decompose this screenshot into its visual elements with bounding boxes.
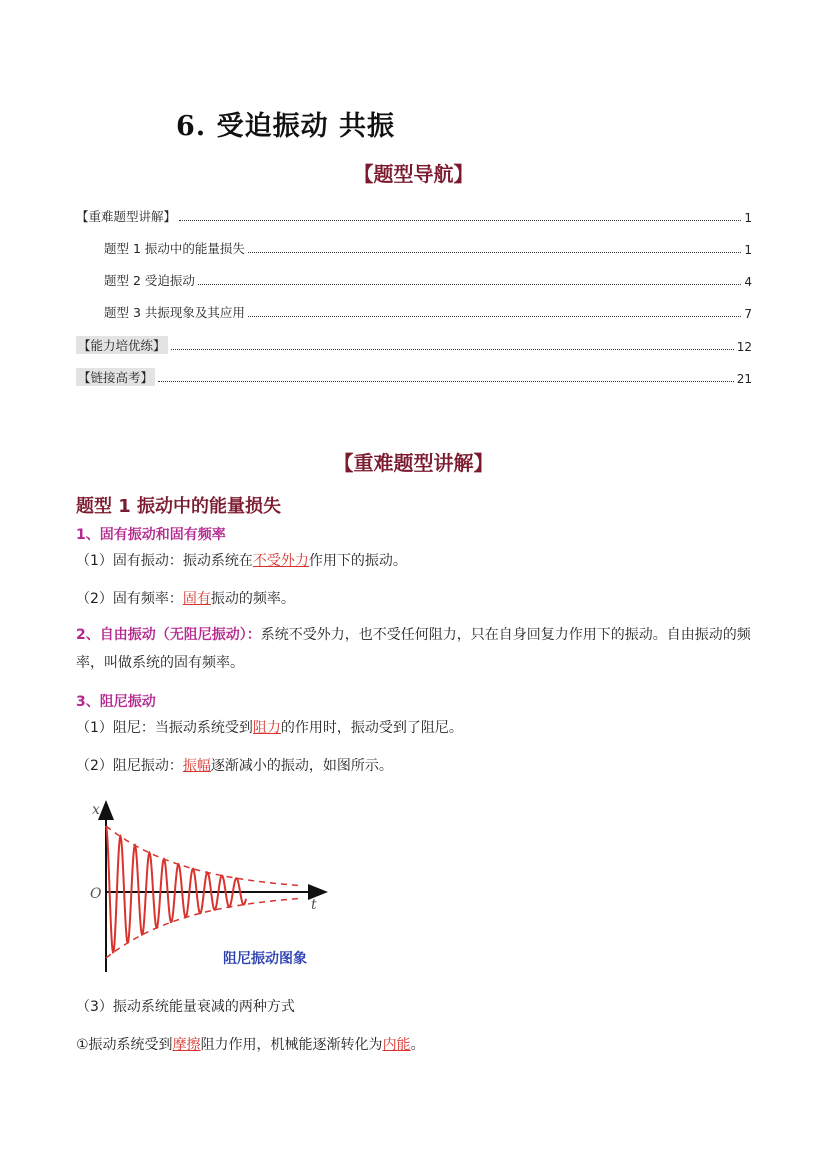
text: ①振动系统受到	[76, 1037, 173, 1053]
toc-label: 【重难题型讲解】	[76, 209, 177, 224]
nav-heading: 【题型导航】	[353, 162, 474, 186]
topic-heading: 题型 1 振动中的能量损失	[76, 496, 282, 517]
damped-vibration-figure	[80, 796, 340, 980]
toc-page: 1	[744, 211, 752, 225]
section-heading: 【重难题型讲解】	[333, 451, 494, 475]
toc-label: 【链接高考】	[78, 370, 154, 385]
upper-envelope	[106, 826, 302, 886]
toc-label: 题型 3 共振现象及其应用	[104, 305, 245, 320]
toc-row[interactable]	[76, 366, 752, 386]
t-axis-label: t	[311, 897, 317, 913]
text: （1）阻尼：当振动系统受到	[76, 720, 253, 736]
text: 的作用时，振动受到了阻尼。	[280, 720, 463, 736]
paragraph-damping	[76, 714, 752, 742]
text: 振动的频率。	[210, 591, 295, 607]
text: （1）固有振动：振动系统在	[76, 553, 253, 569]
key-term: 固有	[182, 591, 211, 607]
paragraph-natural-vibration	[76, 547, 752, 575]
key-term: 阻力	[252, 720, 281, 736]
toc-leader	[198, 284, 741, 285]
page-title: 6. 受迫振动 共振	[176, 111, 395, 142]
key-term: 内能	[382, 1037, 411, 1053]
text: 系统不受外力，也不受任何阻力，只在自身回复力作用下的振动。自由振动的频率，叫做系统的固有频率。	[76, 627, 751, 671]
subheading-natural-vibration: 1、固有振动和固有频率	[76, 527, 226, 543]
toc-label: 题型 1 振动中的能量损失	[104, 241, 245, 256]
toc-label: 【能力培优练】	[78, 338, 166, 353]
toc-row[interactable]	[76, 205, 752, 225]
toc-row[interactable]	[76, 334, 752, 354]
text: 作用下的振动。	[308, 553, 407, 569]
text: 逐渐减小的振动，如图所示。	[210, 758, 393, 774]
paragraph-energy-decay: （3）振动系统能量衰减的两种方式	[76, 999, 295, 1015]
key-term: 振幅	[182, 758, 211, 774]
toc-page: 7	[744, 307, 752, 321]
figure-caption: 阻尼振动图象	[223, 950, 307, 966]
toc-row[interactable]	[104, 269, 752, 289]
text: 。	[410, 1037, 425, 1053]
paragraph-natural-frequency	[76, 585, 752, 613]
damped-vibration-graph	[80, 796, 340, 976]
toc-page: 4	[744, 275, 752, 289]
paragraph-friction	[76, 1031, 752, 1059]
key-term: 摩擦	[172, 1037, 201, 1053]
toc-leader	[158, 381, 734, 382]
toc-row[interactable]	[104, 301, 752, 321]
toc-row[interactable]	[104, 237, 752, 257]
paragraph-damped-vibration	[76, 752, 752, 780]
toc-page: 12	[736, 340, 752, 354]
paragraph-free-vibration	[76, 621, 752, 677]
damped-wave-curve	[106, 826, 246, 952]
toc-leader	[248, 252, 741, 253]
toc-page: 1	[744, 243, 752, 257]
subheading-damped-vibration: 3、阻尼振动	[76, 694, 156, 710]
text: （2）固有频率：	[76, 591, 183, 607]
key-term: 不受外力	[252, 553, 309, 569]
text: （2）阻尼振动：	[76, 758, 183, 774]
x-axis-label: x	[92, 802, 100, 818]
subheading-free-vibration: 2、自由振动（无阻尼振动）：	[76, 627, 261, 643]
toc-leader	[171, 349, 734, 350]
toc-leader	[179, 220, 741, 221]
toc-leader	[248, 316, 741, 317]
text: 阻力作用，机械能逐渐转化为	[200, 1037, 383, 1053]
toc-page: 21	[736, 372, 752, 386]
origin-label: O	[90, 886, 102, 902]
toc-label: 题型 2 受迫振动	[104, 273, 195, 288]
